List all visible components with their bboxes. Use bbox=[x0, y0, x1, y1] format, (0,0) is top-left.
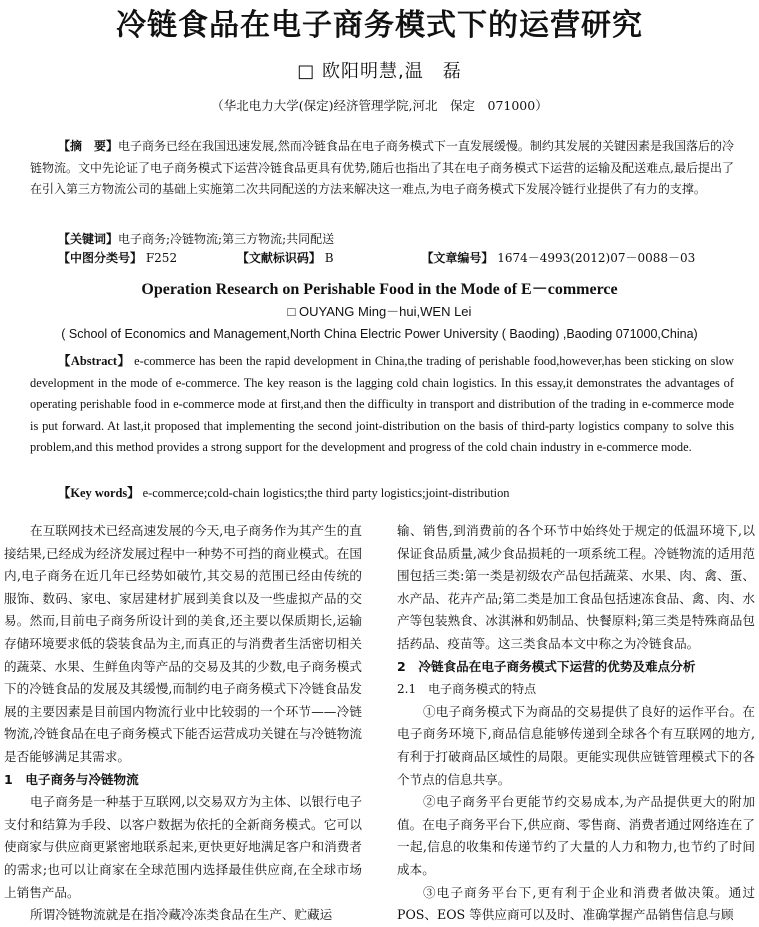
meta-cn bbox=[58, 248, 695, 268]
body-column-left bbox=[4, 520, 362, 927]
abstract-cn-text: 电子商务已经在我国迅速发展,然而冷链食品在电子商务模式下一直发展缓慢。制约其发展的关键因素是我国落后的冷链物流。文中先论证了电子商务模式下运营冷链食品更具有优势,随后也指出了其在电子商务模式下运营的运输及配送难点,最后提出了在引入第三方物流公司的基础上实施第二次共同配送的方法来解决这一难点,为电子商务模式下发展冷链行业提供了有力的支撑。 bbox=[30, 139, 734, 196]
article-label: 【文章编号】 bbox=[421, 251, 494, 265]
abstract-en bbox=[30, 351, 734, 459]
body-paragraph: 所谓冷链物流就是在指冷藏冷冻类食品在生产、贮藏运 bbox=[30, 907, 333, 923]
affiliation: （华北电力大学(保定)经济管理学院,河北 保定 071000） bbox=[211, 98, 548, 113]
authors: □ 欧阳明慧,温 磊 bbox=[297, 61, 462, 82]
keywords-en bbox=[58, 483, 510, 503]
abstract-en-text: e-commerce has been the rapid development in China,the trading of perishable food,however,has been sticking on slow development in the mode of e-commerce. The key reason is the lagging cold chain logistics. In this essay,it demonstrates the advantages of operating perishable food in e-commerce mode at first,and then the difficulty in transport and distribution of the trading in e-commerce mode is put forward. At last,it proposed that implementing the second joint-distribution on the basis of third-party logistics company to solve this problem,and this method provides a strong support for the development and progress of the cold chain industry in e-commerce mode. bbox=[30, 354, 734, 455]
body-paragraph: ③电子商务平台下,更有利于企业和消费者做决策。通过 POS、EOS 等供应商可以及时、准确掌握产品销售信息与顾 bbox=[397, 884, 755, 923]
body-paragraph: ②电子商务平台更能节约交易成本,为产品提供更大的附加值。在电子商务平台下,供应商、零售商、消费者通过网络连在了一起,信息的收集和传递节约了大量的人力和物力,也节约了时间成本。 bbox=[397, 794, 755, 877]
affiliation-en: ( School of Economics and Management,North China Electric Power University ( Baoding) ,Baoding 071000,China) bbox=[61, 327, 698, 341]
authors-en: □ OUYANG Ming－hui,WEN Lei bbox=[287, 304, 472, 319]
keywords-cn-label: 【关键词】 bbox=[58, 232, 119, 246]
abstract-cn bbox=[30, 136, 734, 201]
article-value: 1674－4993(2012)07－0088－03 bbox=[497, 251, 696, 265]
keywords-en-label: 【Key words】 bbox=[58, 486, 140, 500]
doc-label: 【文献标识码】 bbox=[236, 251, 321, 265]
body-paragraph: 在互联网技术已经高速发展的今天,电子商务作为其产生的直接结果,已经成为经济发展过程中一种势不可挡的商业模式。在国内,电子商务在近几年已经势如破竹,其交易的范围已经由传统的服饰、数码、家电、家居建材扩展到美食以及一些虚拟产品的交易。然而,目前电子商务所设计到的美食,还主要以保质期长,运输存储环境要求低的袋装食品为主,而真正的与消费者生活密切相关的蔬菜、水果、生鲜鱼肉等产品的交易及其的少数,电子商务模式下的冷链食品的发展及其缓慢,而制约电子商务模式下冷链食品发展的主要因素是目前国内物流行业中比较弱的一个环节——冷链物流,冷链食品在电子商务模式下能否运营成功关键在与冷链物流是否能够满足其需求。 bbox=[4, 523, 362, 764]
clc-value: F252 bbox=[145, 251, 178, 265]
abstract-cn-label: 【摘 要】 bbox=[58, 139, 119, 153]
body-paragraph: 输、销售,到消费前的各个环节中始终处于规定的低温环境下,以保证食品质量,减少食品损耗的一项系统工程。冷链物流的适用范围包括三类:第一类是初级农产品包括蔬菜、水果、肉、禽、蛋、水产品、花卉产品;第二类是加工食品包括速冻食品、禽、肉、水产等包装熟食、冰淇淋和奶制品、快餐原料;第三类是特殊商品包括药品、疫苗等。这三类食品本文中称之为冷链食品。 bbox=[397, 523, 755, 651]
section-heading-1: 1 电子商务与冷链物流 bbox=[4, 771, 139, 787]
section-heading-2: 2 冷链食品在电子商务模式下运营的优势及难点分析 bbox=[397, 658, 696, 674]
body-column-right bbox=[397, 520, 755, 927]
clc-label: 【中图分类号】 bbox=[58, 251, 143, 265]
keywords-cn-text: 电子商务;冷链物流;第三方物流;共同配送 bbox=[118, 232, 335, 246]
abstract-en-label: 【Abstract】 bbox=[58, 354, 131, 368]
subsection-heading-2-1: 2.1 电子商务模式的特点 bbox=[397, 682, 537, 697]
keywords-en-text: e-commerce;cold-chain logistics;the third party logistics;joint-distribution bbox=[139, 486, 510, 500]
body-paragraph: ①电子商务模式下为商品的交易提供了良好的运作平台。在电子商务环境下,商品信息能够传递到全球各个有互联网的地方,有利于打破商品区域性的局限。更能实现供应链管理模式下的各个节点的信息共享。 bbox=[397, 703, 755, 787]
keywords-cn bbox=[58, 229, 334, 249]
body-paragraph: 电子商务是一种基于互联网,以交易双方为主体、以银行电子支付和结算为手段、以客户数据为依托的全新商务模式。它可以使商家与供应商更紧密地联系起来,更快更好地满足客户和消费者的需求;也可以让商家在全球范围内选择最佳供应商,在全球市场上销售产品。 bbox=[4, 794, 362, 900]
paper-title: 冷链食品在电子商务模式下的运营研究 bbox=[116, 8, 643, 43]
doc-value: B bbox=[324, 251, 334, 265]
paper-title-en: Operation Research on Perishable Food in the Mode of E－commerce bbox=[141, 281, 618, 298]
